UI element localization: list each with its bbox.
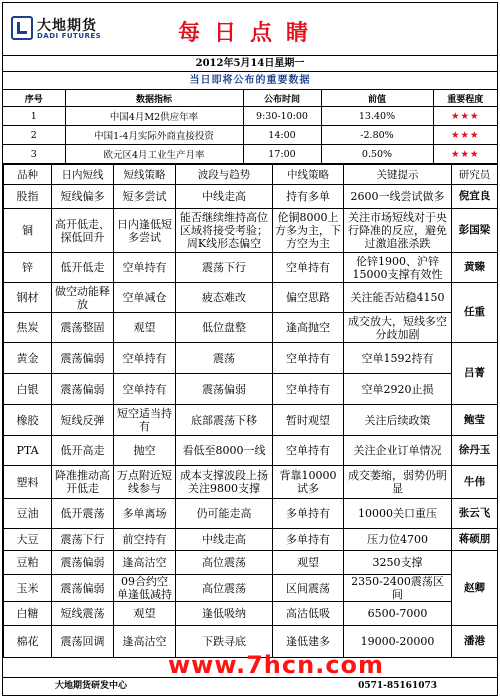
column-header: 品种: [4, 165, 52, 185]
trend-view: 逢低吸纳: [176, 602, 273, 626]
short-term-strategy: 逢高沽空: [114, 626, 176, 658]
intraday-view: 短线反弹: [52, 405, 114, 436]
company-logo: [11, 15, 161, 45]
report-date: 2012年5月14日星期一: [3, 56, 497, 72]
table-row: [4, 185, 498, 209]
key-tip: 关注能否站稳4150: [344, 283, 452, 313]
intraday-view: 做空动能释放: [52, 283, 114, 313]
short-term-strategy: 短空适当持有: [114, 405, 176, 436]
product-name: 铜: [4, 209, 52, 253]
intraday-view: 低开低走: [52, 253, 114, 283]
analyst-name: 倪宜良: [452, 185, 498, 209]
trend-view: 疲态难改: [176, 283, 273, 313]
product-name: 黄金: [4, 343, 52, 374]
mid-term-strategy: 偏空思路: [273, 283, 344, 313]
mid-term-strategy: 多单持有: [273, 529, 344, 551]
key-tip: 伦锌1900、沪锌15000支撑有效性: [344, 253, 452, 283]
key-tip: 关注市场短线对于央行降准的反应，避免过激追涨杀跌: [344, 209, 452, 253]
report-header: [3, 3, 497, 56]
short-term-strategy: 空单持有: [114, 343, 176, 374]
row-number: 2: [3, 126, 65, 145]
mid-term-strategy: 逢高抛空: [273, 313, 344, 343]
table-row: [3, 126, 497, 145]
previous-value: 0.50%: [321, 145, 433, 164]
logo-mark-icon: [11, 16, 33, 40]
trend-view: 高位震荡: [176, 551, 273, 575]
short-term-strategy: 空单持有: [114, 374, 176, 405]
mid-term-strategy: 观望: [273, 551, 344, 575]
report-footer: [3, 677, 497, 695]
trend-view: 仍可能走高: [176, 499, 273, 529]
key-tip: 压力位4700: [344, 529, 452, 551]
column-header: 波段与趋势: [176, 165, 273, 185]
key-tip: 空单1592持有: [344, 343, 452, 374]
data-section-title: 当日即将公布的重要数据: [3, 72, 497, 90]
table-row: [4, 374, 498, 405]
intraday-view: 降准推动高开低走: [52, 466, 114, 499]
product-name: 锌: [4, 253, 52, 283]
intraday-view: 短线偏多: [52, 185, 114, 209]
table-row: [4, 209, 498, 253]
intraday-view: 短线震荡: [52, 602, 114, 626]
key-tip: 空单2920止损: [344, 374, 452, 405]
intraday-view: 高开低走、探低回升: [52, 209, 114, 253]
table-row: [4, 283, 498, 313]
trend-view: 震荡: [176, 343, 273, 374]
trend-view: 底部震荡下移: [176, 405, 273, 436]
mid-term-strategy: 空单持有: [273, 343, 344, 374]
table-row: [4, 436, 498, 466]
key-tip: 2600一线尝试做多: [344, 185, 452, 209]
column-header: 短线策略: [114, 165, 176, 185]
website-watermark: www.7hcn.com: [168, 651, 385, 679]
mid-term-strategy: 持有多单: [273, 185, 344, 209]
footer-organization: 大地期货研发中心: [55, 681, 128, 691]
short-term-strategy: 短多尝试: [114, 185, 176, 209]
view-table-header: [4, 165, 498, 185]
mid-term-strategy: 背靠10000试多: [273, 466, 344, 499]
indicator-name: 欧元区4月工业生产月率: [65, 145, 243, 164]
analyst-name: 赵卿: [452, 551, 498, 626]
release-time: 9:30-10:00: [243, 107, 321, 126]
analyst-name: 彭国梁: [452, 209, 498, 253]
trend-view: 下跌寻底: [176, 626, 273, 658]
intraday-view: 震荡整固: [52, 313, 114, 343]
trend-view: 震荡下行: [176, 253, 273, 283]
column-header: 关键提示: [344, 165, 452, 185]
column-header: 重要程度: [433, 90, 497, 107]
trend-view: 成本支撑波段上扬关注9800支撑: [176, 466, 273, 499]
product-name: 白糖: [4, 602, 52, 626]
product-name: 豆油: [4, 499, 52, 529]
product-name: 塑料: [4, 466, 52, 499]
trend-view: 能否继续维持高位区域将接受考验；周K线形态偏空: [176, 209, 273, 253]
key-tip: 6500-7000: [344, 602, 452, 626]
daily-report-page: [2, 2, 498, 696]
intraday-view: 震荡回调: [52, 626, 114, 658]
logo-chinese-text: 大地期货: [37, 18, 97, 34]
product-name: 焦炭: [4, 313, 52, 343]
column-header: 研究员: [452, 165, 498, 185]
indicator-name: 中国1-4月实际外商直接投资: [65, 126, 243, 145]
trend-view: 震荡偏弱: [176, 374, 273, 405]
release-time: 17:00: [243, 145, 321, 164]
indicator-name: 中国4月M2供应年率: [65, 107, 243, 126]
release-time: 14:00: [243, 126, 321, 145]
intraday-view: 震荡下行: [52, 529, 114, 551]
key-tip: 成交放大，短线多空分歧加剧: [344, 313, 452, 343]
column-header: 中线策略: [273, 165, 344, 185]
key-tip: 成交萎缩，弱势仍明显: [344, 466, 452, 499]
table-row: [4, 313, 498, 343]
logo-english-text: DADI FUTURES: [37, 32, 102, 40]
importance-stars: ★★★: [433, 126, 497, 145]
intraday-view: 震荡偏弱: [52, 575, 114, 602]
short-term-strategy: 观望: [114, 602, 176, 626]
product-name: 橡胶: [4, 405, 52, 436]
economic-data-table: [3, 90, 497, 164]
trend-view: 中线走高: [176, 185, 273, 209]
mid-term-strategy: 多单持有: [273, 499, 344, 529]
product-name: 大豆: [4, 529, 52, 551]
analyst-name: 牛伟: [452, 466, 498, 499]
product-name: 股指: [4, 185, 52, 209]
data-table-header: [3, 90, 497, 107]
short-term-strategy: 前空持有: [114, 529, 176, 551]
product-name: 豆粕: [4, 551, 52, 575]
mid-term-strategy: 暂时观望: [273, 405, 344, 436]
trend-view: 低位盘整: [176, 313, 273, 343]
table-row: [4, 343, 498, 374]
short-term-strategy: 日内逢低短多尝试: [114, 209, 176, 253]
key-tip: 关注后续政策: [344, 405, 452, 436]
table-row: [4, 529, 498, 551]
previous-value: -2.80%: [321, 126, 433, 145]
product-name: PTA: [4, 436, 52, 466]
footer-phone: 0571-85161073: [358, 681, 437, 691]
column-header: 前值: [321, 90, 433, 107]
product-name: 玉米: [4, 575, 52, 602]
column-header: 序号: [3, 90, 65, 107]
mid-term-strategy: 高沽低吸: [273, 602, 344, 626]
analyst-name: 黄臻: [452, 253, 498, 283]
short-term-strategy: 空单减仓: [114, 283, 176, 313]
table-row: [4, 551, 498, 575]
table-row: [4, 405, 498, 436]
short-term-strategy: 多单离场: [114, 499, 176, 529]
analyst-name: 张云飞: [452, 499, 498, 529]
previous-value: 13.40%: [321, 107, 433, 126]
market-view-table: [3, 164, 498, 658]
table-row: [4, 499, 498, 529]
table-row: [4, 253, 498, 283]
importance-stars: ★★★: [433, 107, 497, 126]
product-name: 钢材: [4, 283, 52, 313]
row-number: 3: [3, 145, 65, 164]
table-row: [3, 145, 497, 164]
analyst-name: 潘港: [452, 626, 498, 658]
mid-term-strategy: 空单持有: [273, 436, 344, 466]
intraday-view: 震荡偏弱: [52, 343, 114, 374]
trend-view: 中线走高: [176, 529, 273, 551]
report-title: 每日点睛: [177, 21, 322, 46]
analyst-name: 任重: [452, 283, 498, 343]
key-tip: 19000-20000: [344, 626, 452, 658]
key-tip: 2350-2400震荡区间: [344, 575, 452, 602]
key-tip: 关注企业订单情况: [344, 436, 452, 466]
importance-stars: ★★★: [433, 145, 497, 164]
trend-view: 高位震荡: [176, 575, 273, 602]
short-term-strategy: 逢高沽空: [114, 551, 176, 575]
table-row: [3, 107, 497, 126]
table-row: [4, 575, 498, 602]
product-name: 白银: [4, 374, 52, 405]
intraday-view: 震荡偏弱: [52, 374, 114, 405]
mid-term-strategy: 空单持有: [273, 253, 344, 283]
mid-term-strategy: 区间震荡: [273, 575, 344, 602]
mid-term-strategy: 伦铜8000上方多为主，下方空为主: [273, 209, 344, 253]
column-header: 日内短线: [52, 165, 114, 185]
short-term-strategy: 万点附近短线参与: [114, 466, 176, 499]
intraday-view: 低开高走: [52, 436, 114, 466]
product-name: 棉花: [4, 626, 52, 658]
analyst-name: 蒋硕朋: [452, 529, 498, 551]
analyst-name: 吕菁: [452, 343, 498, 405]
short-term-strategy: 观望: [114, 313, 176, 343]
intraday-view: 低开震荡: [52, 499, 114, 529]
intraday-view: 震荡偏弱: [52, 551, 114, 575]
mid-term-strategy: 逢低建多: [273, 626, 344, 658]
column-header: 公布时间: [243, 90, 321, 107]
key-tip: 10000关口重压: [344, 499, 452, 529]
analyst-name: 徐丹玉: [452, 436, 498, 466]
table-row: [4, 466, 498, 499]
trend-view: 看低至8000一线: [176, 436, 273, 466]
key-tip: 3250支撑: [344, 551, 452, 575]
column-header: 数据指标: [65, 90, 243, 107]
short-term-strategy: 空单持有: [114, 253, 176, 283]
analyst-name: 鲍莹: [452, 405, 498, 436]
short-term-strategy: 抛空: [114, 436, 176, 466]
table-row: [4, 602, 498, 626]
row-number: 1: [3, 107, 65, 126]
short-term-strategy: 09合约空单逢低减持: [114, 575, 176, 602]
mid-term-strategy: 空单持有: [273, 374, 344, 405]
